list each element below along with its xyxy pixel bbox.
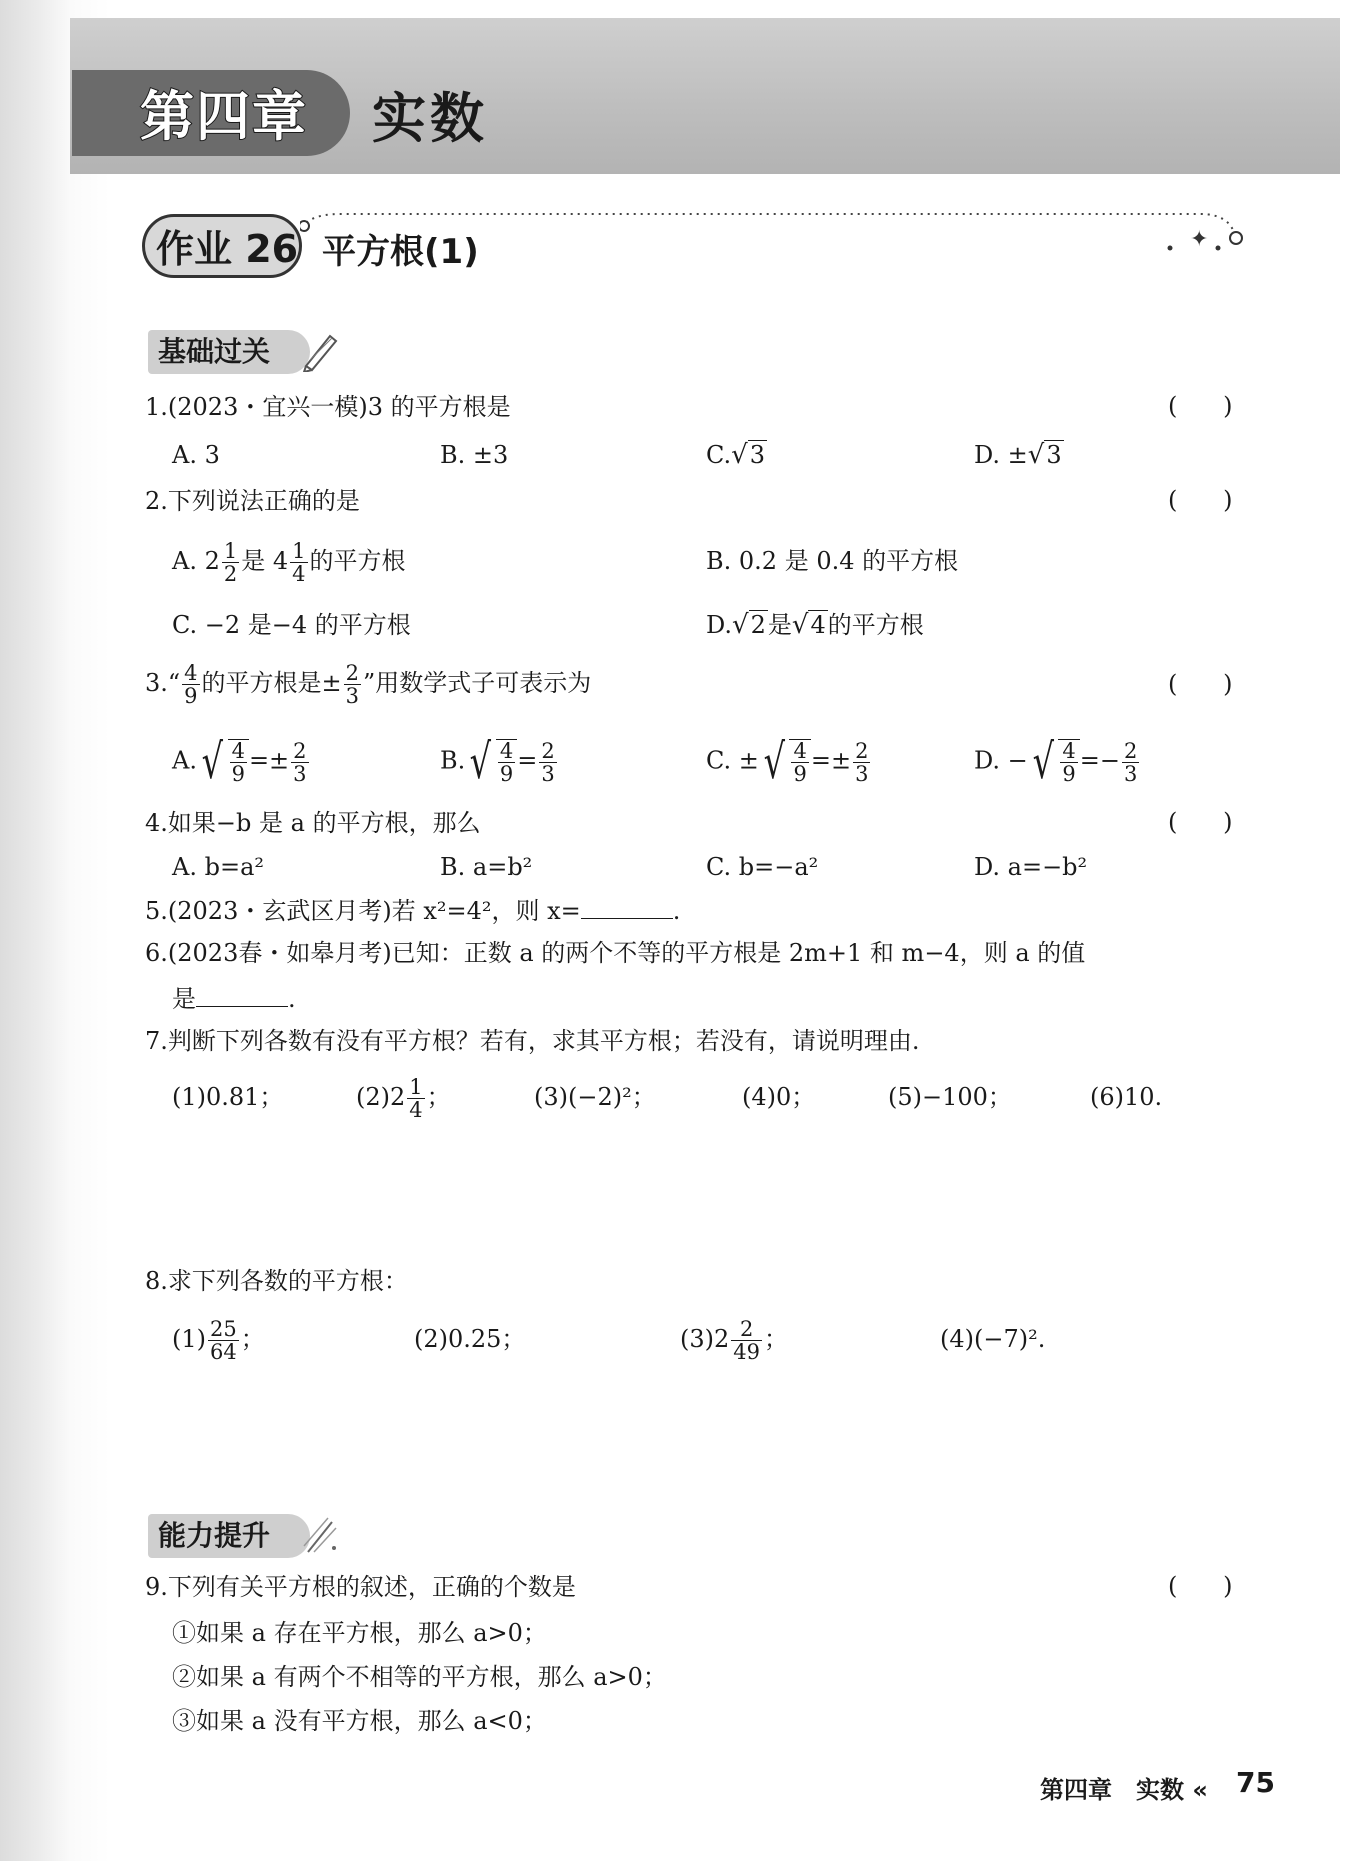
denominator: 9 (1062, 762, 1076, 786)
sqrt-symbol: √3 (731, 440, 765, 470)
question-7-part-6: (6)10. (1090, 1083, 1163, 1111)
option-eq: =− (1079, 746, 1120, 775)
question-4-answer-bracket: ( ) (1168, 808, 1233, 836)
question-4-stem: 4.如果−b 是 a 的平方根，那么 (145, 809, 481, 837)
svg-text:✦: ✦ (1190, 227, 1209, 252)
question-9-statement-1: ①如果 a 存在平方根，那么 a>0； (172, 1619, 547, 1647)
option-a-mid: 是 4 (241, 547, 289, 575)
question-7-stem: 7.判断下列各数有没有平方根？若有，求其平方根；若没有，请说明理由. (145, 1027, 920, 1055)
numerator: 1 (223, 539, 238, 563)
decorative-dotted-line (300, 206, 1250, 266)
denominator: 3 (345, 684, 360, 708)
question-6-prefix: 是 (172, 985, 196, 1013)
question-8-part-2: (2)0.25； (414, 1325, 526, 1353)
denominator: 64 (210, 1340, 237, 1364)
denominator: 9 (231, 762, 245, 786)
answer-blank[interactable] (196, 984, 288, 1007)
question-1-stem: 1.(2023・宜兴一模)3 的平方根是 (145, 393, 511, 421)
question-3-option-d (974, 734, 1141, 790)
option-a-suffix: 的平方根 (309, 547, 406, 575)
numerator: 2 (345, 661, 360, 685)
question-6-suffix: . (288, 985, 296, 1013)
numerator: 1 (292, 539, 306, 563)
fraction (182, 662, 199, 707)
numerator: 4 (231, 739, 245, 763)
question-5-suffix: . (672, 897, 681, 925)
question-2-answer-bracket: ( ) (1168, 486, 1233, 514)
question-8-part-4: (4)(−7)². (940, 1325, 1046, 1353)
question-6-line-1: 6.(2023春・如皋月考)已知：正数 a 的两个不等的平方根是 2m+1 和 m−4，则 a 的值 (145, 939, 1086, 967)
question-8-stem: 8.求下列各数的平方根： (145, 1267, 408, 1295)
denominator: 2 (223, 562, 238, 586)
numerator: 1 (409, 1075, 423, 1099)
question-1-option-a: A. 3 (172, 441, 220, 469)
sqrt-symbol: √2 (732, 610, 766, 640)
sqrt-symbol: √ $\frac{4}{9}$ (465, 738, 517, 786)
question-1-answer-bracket: ( ) (1168, 392, 1233, 420)
denominator: 9 (184, 684, 198, 708)
question-4-option-b: B. a=b² (440, 853, 533, 881)
numerator: 4 (1062, 739, 1076, 763)
numerator: 25 (210, 1317, 237, 1341)
part-suffix: ； (764, 1325, 788, 1353)
question-7-part-5: (5)−100； (888, 1083, 1012, 1111)
answer-blank[interactable] (581, 896, 673, 919)
part-suffix: ； (426, 1083, 451, 1111)
fraction (1122, 740, 1139, 785)
denominator: 4 (292, 562, 306, 586)
part-prefix: (1) (172, 1325, 206, 1353)
radicand: 3 (749, 441, 765, 469)
question-3-option-c (706, 734, 872, 790)
option-d-mid: 是 (767, 611, 792, 639)
section-advanced-tag: 能力提升 (148, 1514, 310, 1558)
option-eq: = (517, 746, 538, 775)
option-a-prefix: A. 2 (172, 547, 220, 575)
question-2-stem: 2.下列说法正确的是 (145, 487, 360, 515)
question-1-option-d (974, 440, 1064, 470)
homework-title: 平方根(1) (322, 232, 479, 272)
chapter-label: 第四章 (140, 85, 308, 148)
stem-prefix: 3.“ (145, 669, 181, 697)
option-prefix: A. (172, 746, 197, 775)
option-d-suffix: 的平方根 (827, 611, 924, 639)
denominator: 3 (855, 761, 869, 786)
numerator: 2 (541, 738, 555, 763)
question-5-text: 5.(2023・玄武区月考)若 x²=4²，则 x= (145, 897, 581, 925)
page-number: 75 (1236, 1766, 1275, 1799)
sqrt-symbol: √3 (1027, 440, 1062, 470)
question-9-statement-2: ②如果 a 有两个不相等的平方根，那么 a>0； (172, 1663, 667, 1691)
question-8-part-3 (680, 1318, 788, 1363)
fraction (222, 540, 239, 585)
question-7-part-3: (3)(−2)²； (534, 1083, 656, 1111)
option-prefix: D. − (974, 746, 1028, 775)
part-prefix: (3)2 (680, 1325, 730, 1353)
homework-label: 作业 26 (156, 227, 299, 271)
numerator: 4 (793, 739, 807, 763)
denominator: 4 (409, 1098, 423, 1122)
question-1-option-b: B. ±3 (440, 441, 509, 469)
fraction (291, 740, 308, 785)
question-5 (145, 896, 680, 926)
denominator: 49 (733, 1340, 760, 1364)
fraction (407, 1076, 424, 1121)
sqrt-symbol: √4 (791, 610, 826, 640)
stem-mid: 的平方根是± (201, 669, 342, 697)
footer-chapter: 第四章 实数 « (1040, 1776, 1208, 1804)
denominator: 3 (541, 761, 555, 786)
fraction (731, 1318, 762, 1363)
denominator: 3 (293, 761, 307, 786)
part-prefix: (2)2 (356, 1083, 406, 1111)
option-prefix: B. (440, 746, 466, 775)
question-3-answer-bracket: ( ) (1168, 670, 1233, 698)
question-2-option-d (706, 610, 924, 640)
question-4-option-d: D. a=−b² (974, 853, 1088, 881)
radicand: 4 (810, 611, 826, 639)
question-6-line-2 (172, 984, 296, 1014)
numerator: 2 (293, 738, 307, 763)
denominator: 9 (793, 762, 807, 786)
denominator: 3 (1123, 761, 1138, 786)
question-4-option-c: C. b=−a² (706, 853, 819, 881)
pencil-icon (300, 328, 340, 372)
chapter-title: 实数 (372, 87, 488, 150)
option-prefix: C. ± (706, 746, 759, 775)
fraction (853, 740, 870, 785)
sqrt-symbol: √ $\frac{4}{9}$ (1028, 738, 1080, 786)
question-9-statement-3: ③如果 a 没有平方根，那么 a<0； (172, 1707, 547, 1735)
question-3-option-a (172, 734, 311, 790)
part-suffix: ； (240, 1325, 265, 1353)
question-7-part-2 (356, 1076, 451, 1121)
question-9-stem: 9.下列有关平方根的叙述，正确的个数是 (145, 1573, 576, 1601)
option-d-prefix: D. (706, 611, 733, 639)
question-7-part-4: (4)0； (742, 1083, 816, 1111)
denominator: 9 (499, 762, 514, 786)
radicand: 2 (750, 611, 766, 639)
question-2-option-b: B. 0.2 是 0.4 的平方根 (706, 547, 959, 575)
question-1-option-c (706, 440, 767, 470)
radicand: 3 (1046, 441, 1062, 469)
numerator: 4 (184, 661, 198, 685)
sqrt-symbol: √ $\frac{4}{9}$ (197, 738, 249, 786)
section-basic-tag: 基础过关 (148, 330, 310, 374)
question-2-option-c: C. −2 是−4 的平方根 (172, 611, 411, 639)
sqrt-symbol: √ $\frac{4}{9}$ (759, 738, 811, 786)
fraction (290, 540, 307, 585)
question-3-stem (145, 662, 591, 707)
numerator: 2 (855, 738, 869, 763)
fraction (344, 662, 361, 707)
numerator: 2 (731, 1318, 762, 1341)
option-d-prefix: D. ± (974, 441, 1028, 469)
fraction (208, 1318, 239, 1363)
question-4-option-a: A. b=a² (172, 853, 264, 881)
numerator: 2 (1123, 738, 1138, 763)
question-8-part-1 (172, 1318, 265, 1363)
stem-suffix: ”用数学式子可表示为 (363, 669, 592, 697)
option-c-prefix: C. (706, 441, 732, 469)
option-eq: =± (248, 746, 290, 775)
sparkle-icon (300, 1512, 340, 1556)
question-7-part-1: (1)0.81； (172, 1083, 284, 1111)
question-9-answer-bracket: ( ) (1168, 1572, 1233, 1600)
option-eq: =± (810, 746, 852, 775)
question-3-option-b (440, 734, 559, 790)
question-2-option-a (172, 540, 406, 585)
fraction (539, 740, 556, 785)
numerator: 4 (499, 739, 514, 763)
